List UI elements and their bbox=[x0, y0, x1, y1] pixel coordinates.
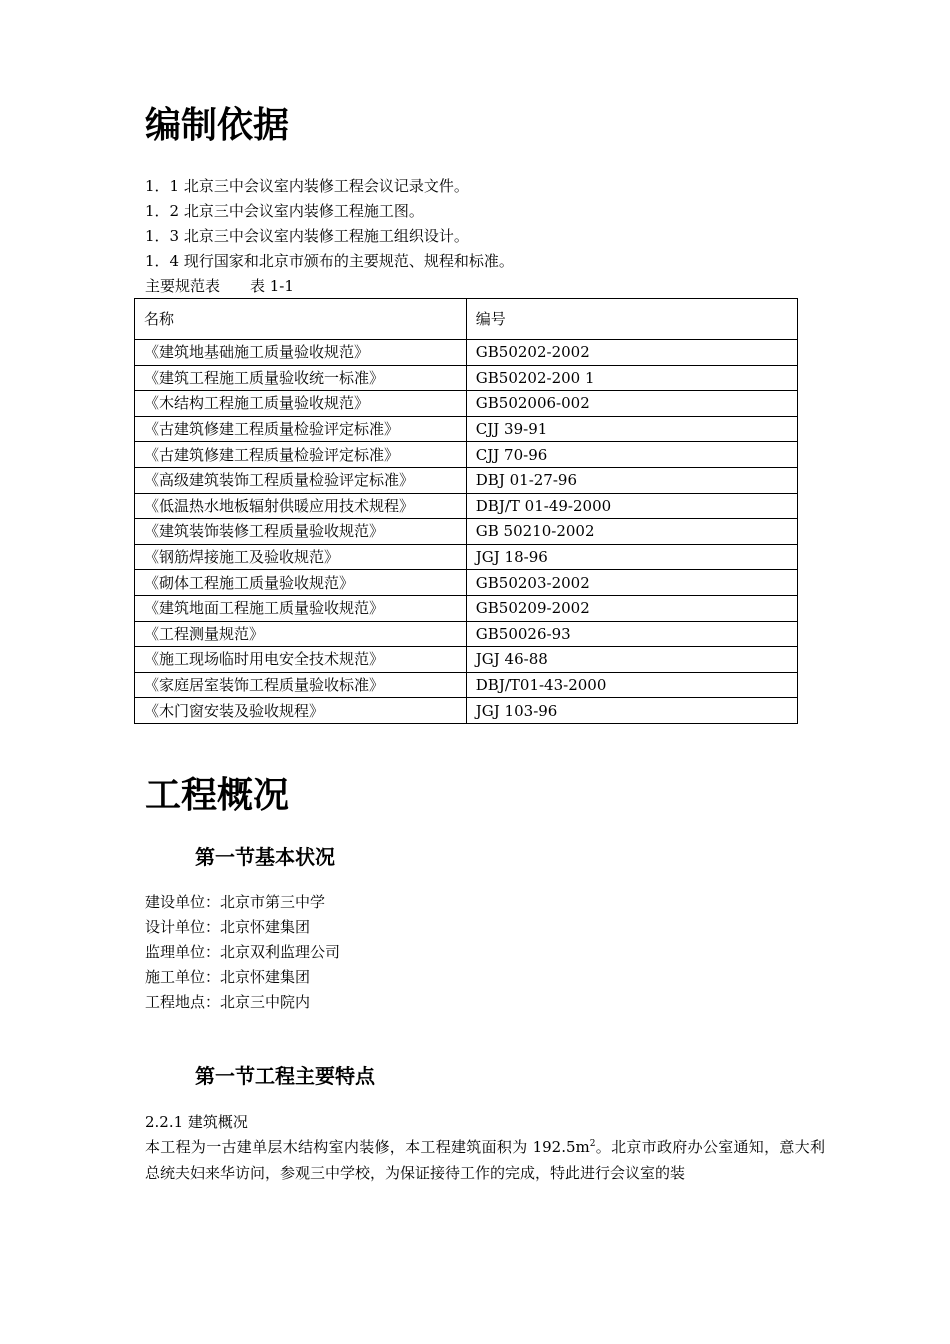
paragraph-text: 本工程为一古建单层木结构室内装修，本工程建筑面积为 192.5m bbox=[145, 1138, 590, 1156]
standard-code-cell: DBJ/T 01-49-2000 bbox=[466, 493, 797, 519]
standard-code-cell: JGJ 103-96 bbox=[466, 698, 797, 724]
table-row bbox=[135, 391, 798, 417]
basis-item: 1．2 北京三中会议室内装修工程施工图。 bbox=[145, 202, 424, 220]
standard-name-cell: 《家庭居室装饰工程质量验收标准》 bbox=[135, 672, 467, 698]
info-line-contractor: 施工单位：北京怀建集团 bbox=[145, 968, 311, 986]
table-row bbox=[135, 365, 798, 391]
section-title-compilation-basis: 编制依据 bbox=[145, 105, 290, 146]
standard-name-cell: 《建筑装饰装修工程质量验收规范》 bbox=[135, 519, 467, 545]
standard-name-cell: 《施工现场临时用电安全技术规范》 bbox=[135, 647, 467, 673]
table-row bbox=[135, 698, 798, 724]
standard-name-cell: 《古建筑修建工程质量检验评定标准》 bbox=[135, 442, 467, 468]
standard-name-cell: 《工程测量规范》 bbox=[135, 621, 467, 647]
table-row bbox=[135, 621, 798, 647]
standard-code-cell: CJJ 39-91 bbox=[466, 416, 797, 442]
standard-code-cell: DBJ 01-27-96 bbox=[466, 467, 797, 493]
section-title-project-overview: 工程概况 bbox=[145, 775, 290, 816]
table-row bbox=[135, 416, 798, 442]
standard-code-cell: DBJ/T01-43-2000 bbox=[466, 672, 797, 698]
standard-name-cell: 《木门窗安装及验收规程》 bbox=[135, 698, 467, 724]
table-row bbox=[135, 570, 798, 596]
column-header-name: 名称 bbox=[135, 299, 467, 340]
standards-table bbox=[134, 298, 798, 724]
standard-code-cell: GB502006-002 bbox=[466, 391, 797, 417]
info-line-builder: 建设单位：北京市第三中学 bbox=[145, 893, 326, 911]
table-row bbox=[135, 544, 798, 570]
building-overview-paragraph bbox=[145, 1134, 825, 1186]
table-row bbox=[135, 493, 798, 519]
standard-name-cell: 《建筑地基础施工质量验收规范》 bbox=[135, 340, 467, 366]
info-line-designer: 设计单位：北京怀建集团 bbox=[145, 918, 311, 936]
standard-code-cell: CJJ 70-96 bbox=[466, 442, 797, 468]
table-row bbox=[135, 595, 798, 621]
table-row bbox=[135, 467, 798, 493]
standard-code-cell: GB50026-93 bbox=[466, 621, 797, 647]
standard-name-cell: 《建筑工程施工质量验收统一标准》 bbox=[135, 365, 467, 391]
info-line-location: 工程地点：北京三中院内 bbox=[145, 993, 311, 1011]
table-header-row bbox=[135, 299, 798, 340]
standard-name-cell: 《高级建筑装饰工程质量检验评定标准》 bbox=[135, 467, 467, 493]
paragraph-text-continued: 。北京市政府办公室通知，意大利总统夫妇来华访问，参观三中学校，为保证接待工作的完成，特此进行会议室的装 bbox=[145, 1138, 825, 1182]
standard-name-cell: 《木结构工程施工质量验收规范》 bbox=[135, 391, 467, 417]
table-row bbox=[135, 442, 798, 468]
area-unit-superscript: 2 bbox=[589, 1139, 596, 1149]
standard-code-cell: GB50203-2002 bbox=[466, 570, 797, 596]
standard-code-cell: GB 50210-2002 bbox=[466, 519, 797, 545]
subsection-title-basic-status: 第一节基本状况 bbox=[195, 845, 335, 869]
standard-name-cell: 《建筑地面工程施工质量验收规范》 bbox=[135, 595, 467, 621]
standard-code-cell: GB50202-2002 bbox=[466, 340, 797, 366]
table-caption: 主要规范表 表 1-1 bbox=[145, 277, 294, 295]
standard-name-cell: 《砌体工程施工质量验收规范》 bbox=[135, 570, 467, 596]
standard-name-cell: 《低温热水地板辐射供暖应用技术规程》 bbox=[135, 493, 467, 519]
info-line-supervisor: 监理单位：北京双利监理公司 bbox=[145, 943, 341, 961]
building-overview-heading: 2.2.1 建筑概况 bbox=[145, 1113, 248, 1131]
standard-code-cell: GB50202-200 1 bbox=[466, 365, 797, 391]
basis-item: 1．3 北京三中会议室内装修工程施工组织设计。 bbox=[145, 227, 469, 245]
standard-name-cell: 《钢筋焊接施工及验收规范》 bbox=[135, 544, 467, 570]
table-row bbox=[135, 340, 798, 366]
standard-code-cell: JGJ 18-96 bbox=[466, 544, 797, 570]
standard-code-cell: JGJ 46-88 bbox=[466, 647, 797, 673]
table-row bbox=[135, 647, 798, 673]
subsection-title-main-features: 第一节工程主要特点 bbox=[195, 1064, 375, 1088]
standard-name-cell: 《古建筑修建工程质量检验评定标准》 bbox=[135, 416, 467, 442]
column-header-code: 编号 bbox=[466, 299, 797, 340]
basis-item: 1．1 北京三中会议室内装修工程会议记录文件。 bbox=[145, 177, 469, 195]
table-row bbox=[135, 672, 798, 698]
basis-item: 1．4 现行国家和北京市颁布的主要规范、规程和标准。 bbox=[145, 252, 514, 270]
standard-code-cell: GB50209-2002 bbox=[466, 595, 797, 621]
table-row bbox=[135, 519, 798, 545]
